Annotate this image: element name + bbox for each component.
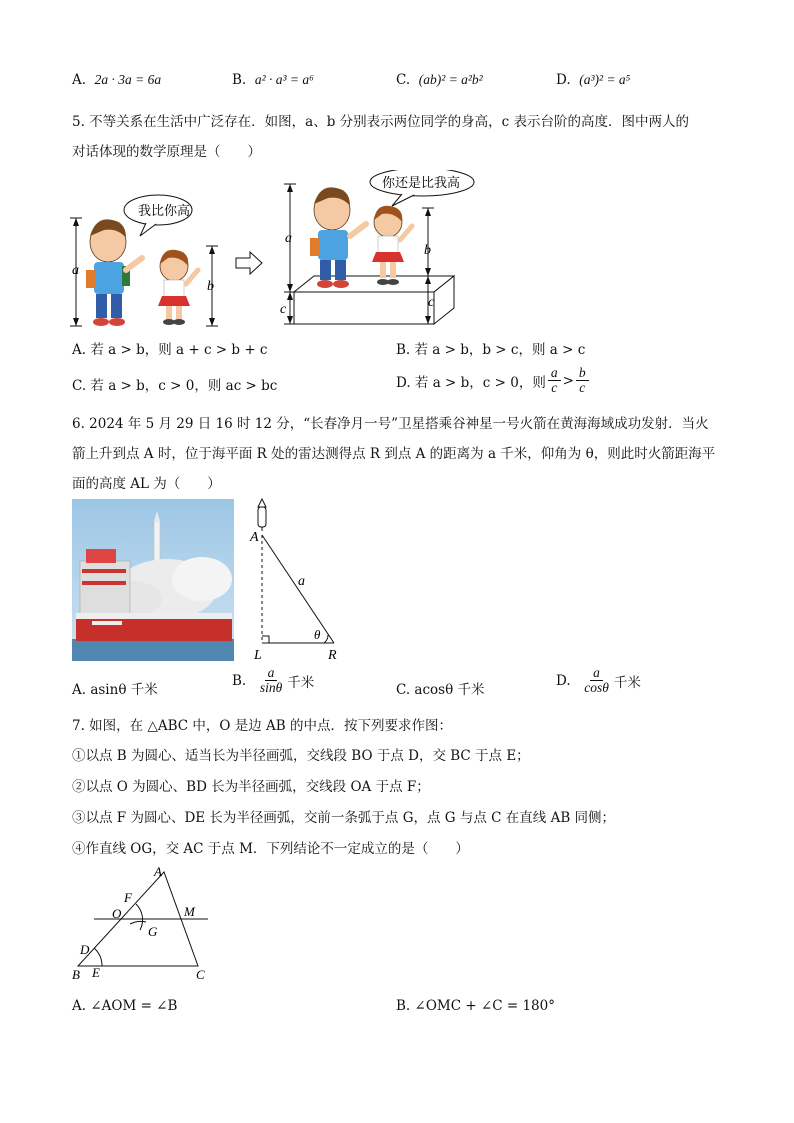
q7-label-F: F bbox=[124, 890, 132, 905]
boy-figure-left bbox=[86, 219, 142, 326]
q7-label-G: G bbox=[148, 924, 158, 939]
q5-option-d-gt: > bbox=[562, 372, 574, 389]
q5-bubble-right: 你还是比我高 bbox=[382, 175, 461, 190]
q6-stem-line3: 面的高度 AL 为（ ） bbox=[72, 476, 221, 492]
q6-label-L: L bbox=[254, 648, 262, 662]
q5-label-c-left: c bbox=[280, 302, 287, 317]
q5-label-a-left: a bbox=[72, 263, 79, 278]
right-arrow-icon bbox=[236, 252, 262, 274]
q5-label-c-right: c bbox=[428, 295, 435, 310]
q7-step1: ①以点 B 为圆心、适当长为半径画弧，交线段 BO 于点 D，交 BC 于点 E； bbox=[72, 748, 530, 764]
q7-triangle-diagram bbox=[70, 862, 220, 984]
q5-label-a-right: a bbox=[285, 231, 292, 246]
q7-label-E: E bbox=[92, 965, 100, 980]
q5-option-d-frac1: $\frac{a}{c}$ bbox=[548, 366, 561, 395]
q6-option-a: A. asinθ 千米 bbox=[72, 682, 158, 698]
q6-option-d: D. $\frac{a}{\cos\theta}$ 千米 bbox=[556, 665, 641, 696]
q7-label-D: D bbox=[80, 942, 90, 957]
q7-label-O: O bbox=[112, 906, 122, 921]
q5-option-d-prefix: D. 若 a > b，c > 0，则 bbox=[396, 374, 546, 391]
q6-triangle-diagram bbox=[240, 497, 350, 662]
q4-option-a-expr: 2a · 3a = 6a bbox=[94, 72, 162, 87]
q4-option-b-expr: a² · a³ = a⁶ bbox=[254, 72, 314, 87]
q7-label-M: M bbox=[184, 904, 195, 919]
q6-stem-line1: 6. 2024 年 5 月 29 日 16 时 12 分，“长春净月一号”卫星搭乘谷神星一号火箭在黄海海域成功发射．当火 bbox=[72, 416, 709, 432]
girl-figure-left bbox=[158, 250, 198, 325]
q5-stem-line2: 对话体现的数学原理是（ ） bbox=[72, 144, 261, 160]
girl-figure-right bbox=[372, 206, 412, 285]
rocket-icon bbox=[258, 499, 266, 531]
q6-option-b-frac: $\frac{a}{\sin\theta}$ bbox=[259, 665, 283, 696]
q6-label-A: A bbox=[250, 530, 259, 545]
q5-label-b-left: b bbox=[207, 279, 214, 294]
q7-label-A: A bbox=[154, 864, 162, 879]
q5-option-d bbox=[396, 366, 591, 395]
q4-option-a: A. 2a · 3a = 6a bbox=[72, 72, 162, 88]
q5-option-c: C. 若 a > b，c > 0，则 ac > bc bbox=[72, 378, 278, 394]
q4-option-c: C. (ab)² = a²b² bbox=[396, 72, 483, 88]
q4-option-d-expr: (a³)² = a⁵ bbox=[579, 72, 631, 87]
q5-stem-line1: 5. 不等关系在生活中广泛存在．如图，a、b 分别表示两位同学的身高，c 表示台阶的高度．图中两人的 bbox=[72, 114, 690, 130]
q6-label-R: R bbox=[328, 648, 337, 662]
q6-option-c: C. acosθ 千米 bbox=[396, 682, 485, 698]
q6-option-d-frac: $\frac{a}{\cos\theta}$ bbox=[584, 665, 609, 696]
q7-option-a: A. ∠AOM = ∠B bbox=[72, 998, 178, 1014]
q7-step4: ④作直线 OG，交 AC 于点 M．下列结论不一定成立的是（ ） bbox=[72, 841, 469, 857]
boy-figure-right bbox=[310, 187, 366, 288]
q7-label-C: C bbox=[196, 967, 205, 982]
q7-option-b: B. ∠OMC + ∠C = 180° bbox=[396, 998, 555, 1014]
rocket-launch-photo bbox=[72, 499, 234, 661]
q4-option-d: D. (a³)² = a⁵ bbox=[556, 72, 631, 88]
q7-step3: ③以点 F 为圆心、DE 长为半径画弧，交前一条弧于点 G，点 G 与点 C 在直线 AB 同侧； bbox=[72, 810, 616, 826]
q5-option-b: B. 若 a > b，b > c，则 a > c bbox=[396, 342, 586, 358]
q6-option-b: B. $\frac{a}{\sin\theta}$ 千米 bbox=[232, 665, 315, 696]
q6-label-theta: θ bbox=[314, 627, 321, 642]
q7-label-B: B bbox=[72, 967, 80, 982]
q5-option-a: A. 若 a > b，则 a + c > b + c bbox=[72, 342, 268, 358]
q7-step2: ②以点 O 为圆心、BD 长为半径画弧，交线段 OA 于点 F； bbox=[72, 779, 430, 795]
q4-option-c-expr: (ab)² = a²b² bbox=[418, 72, 483, 87]
q7-stem-line1: 7. 如图，在 △ABC 中，O 是边 AB 的中点．按下列要求作图： bbox=[72, 718, 452, 734]
q5-figure bbox=[66, 170, 486, 335]
q5-bubble-left: 我比你高 bbox=[138, 203, 191, 218]
q5-label-b-right: b bbox=[424, 243, 431, 258]
q4-option-b: B. a² · a³ = a⁶ bbox=[232, 72, 314, 88]
q6-stem-line2: 箭上升到点 A 时，位于海平面 R 处的雷达测得点 R 到点 A 的距离为 a 千米，仰角为 θ，则此时火箭距海平 bbox=[72, 446, 716, 462]
q6-label-a: a bbox=[298, 574, 305, 589]
q5-option-d-frac2: $\frac{b}{c}$ bbox=[576, 366, 589, 395]
